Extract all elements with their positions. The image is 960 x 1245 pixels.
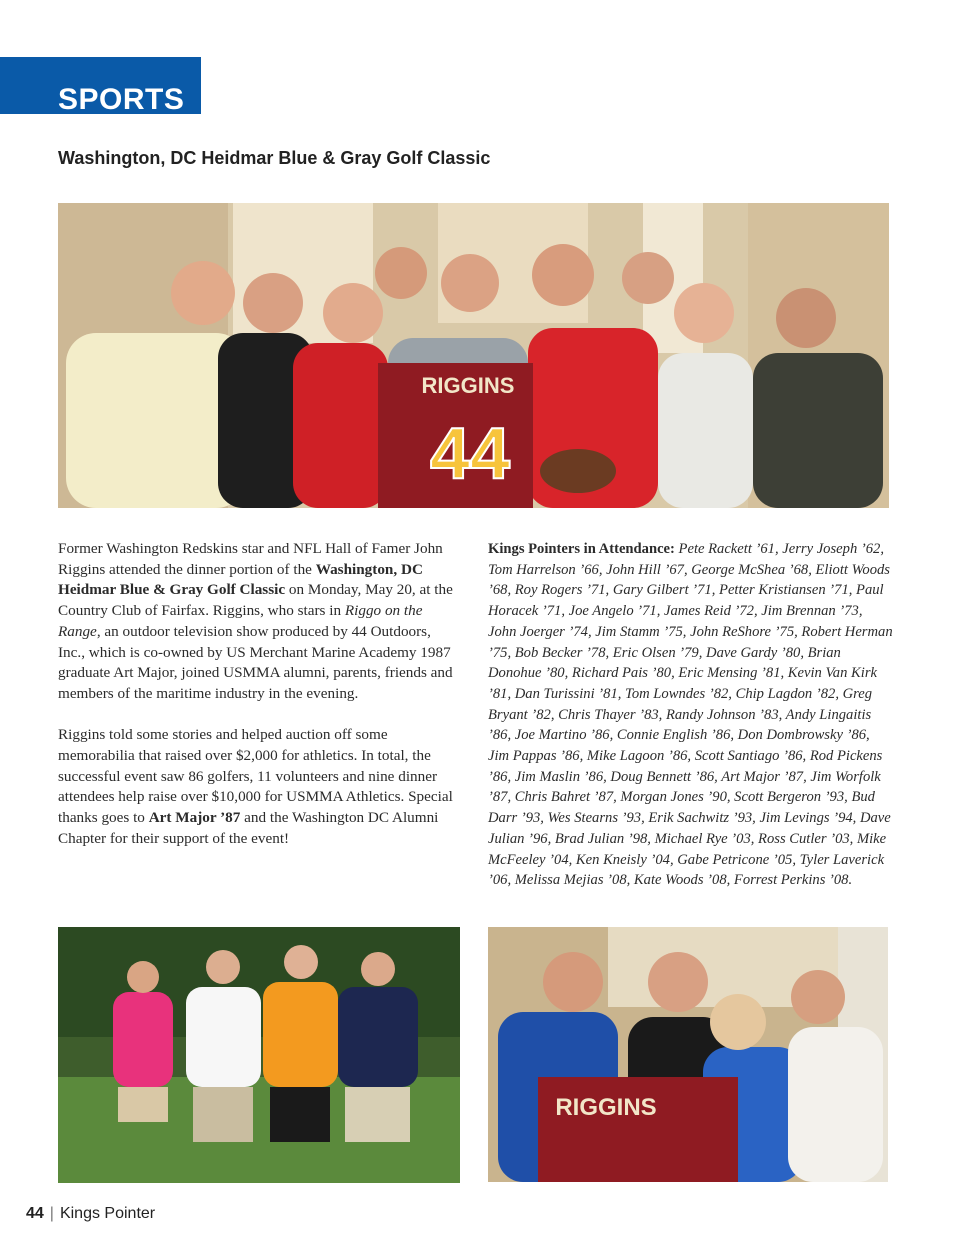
attendance-names: Pete Rackett ’61, Jerry Joseph ’62, Tom Harrelson ’66, John Hill ’67, George McShea ’68, Eliott Woods ’68, Roy Rogers ’71, Gary Gilbert ’71, Petter Kristiansen ’71, Paul Horacek ’71, Joe Angelo ’71, James Reid ’72, Jim Brennan ’73, John Joerger ’74, Jim Stamm ’75, John ReShore ’75, Robert Herman ’75, Bob Becker ’78, Eric Olsen ’79, Dave Gardy ’80, Brian Donohue ’80, Richard Pais ’80, Eric Mensing ’81, Kevin Van Kirk ’81, Dan Turissini ’81, Tom Lowndes ’82, Chip Lagdon ’82, Greg Bryant ’82, Chris Thayer ’83, Randy Johnson ’83, Andy Lingaitis ’86, Joe Martino ’86, Connie English ’86, Don Dombrowsky ’86, Jim Pappas ’86, Mike Lagoon ’86, Scott Santiago ’86, Rod Pickens ’86, Jim Maslin ’86, Doug Bennett ’86, Art Major ’87, Jim Worfolk ’87, Chris Bahret ’87, Morgan Jones ’90, Scott Bergeron ’93, Bud Darr ’93, Wes Stearns ’93, Erik Sachwitz ’93, Jim Levings ’94, Dave Julian ’96, Brad Julian ’98, Michael Rye ’03, Ross Cutler ’03, Mike McFeeley ’04, Ken Kneisly ’04, Gabe Petricone ’05, Tyler Laverick ’06, Melissa Mejias ’08, Kate Woods ’08, Forrest Perkins ’08. [488, 541, 893, 889]
page-number: 44 [26, 1205, 44, 1222]
article-headline: Washington, DC Heidmar Blue & Gray Golf Classic [58, 148, 491, 168]
page-footer [26, 1205, 155, 1223]
publication-name: Kings Pointer [59, 1205, 156, 1222]
article-body [58, 539, 460, 870]
attendance-list: Kings Pointers in Attendance: Pete Rackett ’61, Jerry Joseph ’62, Tom Harrelson ’66, John Hill ’67, George McShea ’68, Eliott Woods ’68, Roy Rogers ’71, Gary Gilbert ’71, Petter Kristiansen ’71, Paul Horacek ’71, Joe Angelo ’71, James Reid ’72, Jim Brennan ’73, John Joerger ’74, Jim Stamm ’75, John ReShore ’75, Robert Herman ’75, Bob Becker ’78, Eric Olsen ’79, Dave Gardy ’80, Brian Donohue ’80, Richard Pais ’80, Eric Mensing ’81, Kevin Van Kirk ’81, Dan Turissini ’81, Tom Lowndes ’82, Chip Lagdon ’82, Greg Bryant ’82, Chris Thayer ’83, Randy Johnson ’83, Andy Lingaitis ’86, Joe Martino ’86, Connie English ’86, Don Dombrowsky ’86, Jim Pappas ’86, Mike Lagoon ’86, Scott Santiago ’86, Rod Pickens ’86, Jim Maslin ’86, Doug Bennett ’86, Art Major ’87, Jim Worfolk ’87, Chris Bahret ’87, Morgan Jones ’90, Scott Bergeron ’93, Bud Darr ’93, Wes Stearns ’93, Erik Sachwitz ’93, Jim Levings ’94, Dave Julian ’96, Brad Julian ’98, Michael Rye ’03, Ross Cutler ’03, Mike McFeeley ’04, Ken Kneisly ’04, Gabe Petricone ’05, Tyler Laverick ’06, Melissa Mejias ’08, Kate Woods ’08, Forrest Perkins ’08. [488, 541, 893, 889]
section-tab [0, 57, 201, 114]
jersey-name-text-2: RIGGINS [555, 1094, 657, 1121]
group-photo-dinner [58, 203, 889, 508]
jersey-number-text: 44 [429, 414, 511, 494]
section-label: SPORTS [58, 83, 185, 116]
footer-separator: | [49, 1205, 54, 1222]
golfers-photo [58, 927, 460, 1183]
article-paragraph-2: Riggins told some stories and helped auction off some memorabilia that raised over $2,000 for athletics. In total, the successful event saw 86 golfers, 11 volunteers and nine dinner attendees help raise over $10,000 for USMMA Athletics. Special thanks goes to Art Major ’87 and the Washington DC Alumni Chapter for their support of the event! [58, 726, 453, 847]
jersey-name-text: RIGGINS [421, 373, 515, 398]
jersey-auction-photo [488, 927, 888, 1182]
attendance-heading: Kings Pointers in Attendance [488, 541, 671, 557]
article-paragraph-1: Former Washington Redskins star and NFL Hall of Famer John Riggins attended the dinner portion of the Washington, DC Heidmar Blue & Gray Golf Classic on Monday, May 20, at the Country Club of Fairfax. Riggins, who stars in Riggo on the Range, an outdoor television show produced by 44 Outdoors, Inc., which is co-owned by US Merchant Marine Academy 1987 graduate Art Major, joined USMMA alumni, parents, friends and members of the maritime industry in the evening. [58, 540, 453, 702]
